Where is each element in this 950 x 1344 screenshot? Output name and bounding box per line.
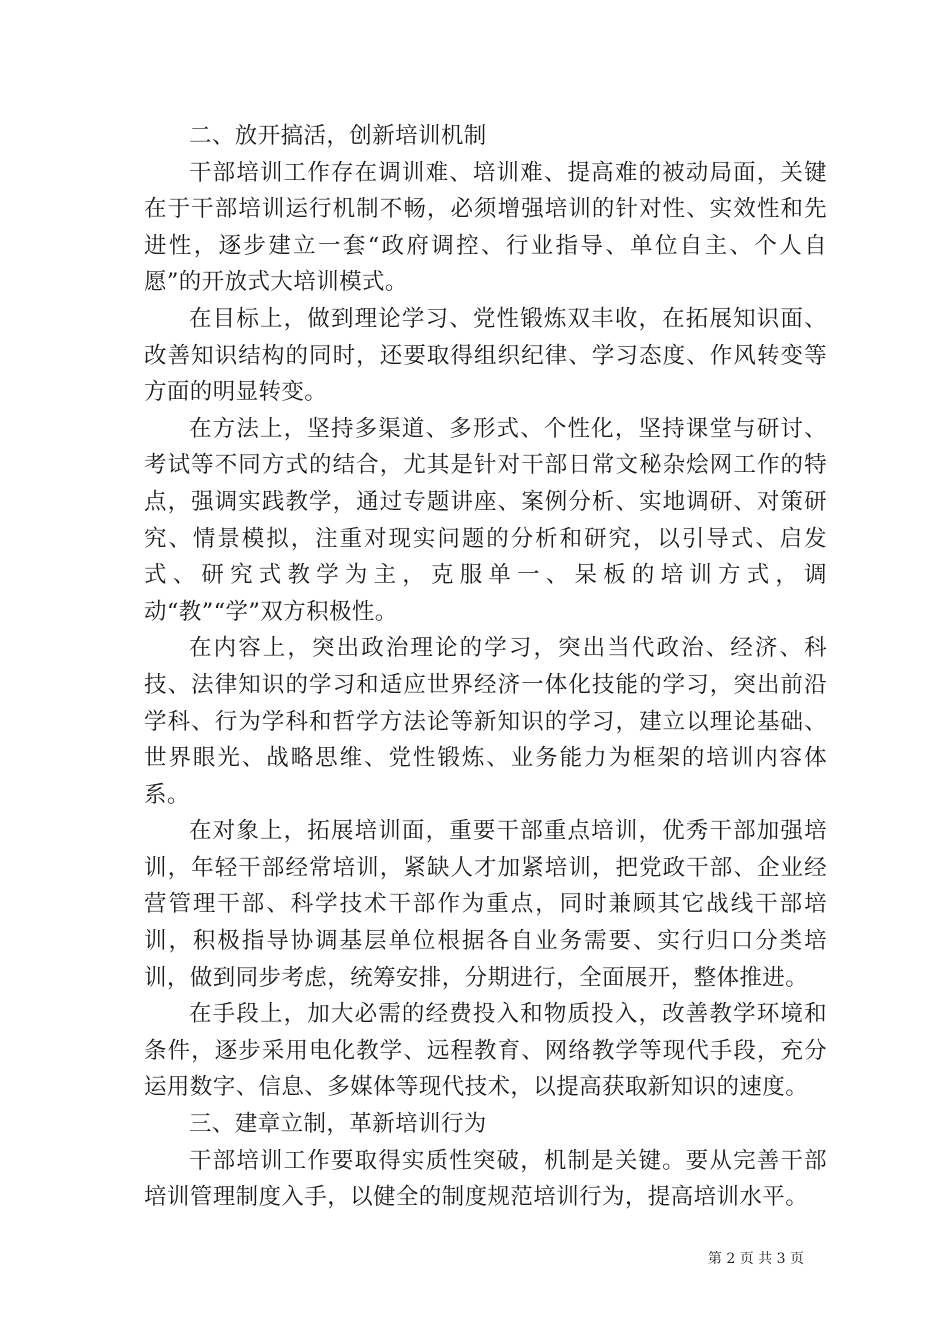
section-heading-2: 二、放开搞活，创新培训机制 — [189, 123, 487, 149]
paragraph-target: 在对象上，拓展培训面，重要干部重点培训，优秀干部加强培训，年轻干部经常培训，紧缺人才加紧培训，把党政干部、企业经营管理干部、科学技术干部作为重点，同时兼顾其它战线干部培训，积极指导协调基层单位根据各自业务需要、实行归口分类培训，做到同步考虑，统筹安排，分期进行，全面展开，整体推进。 — [144, 818, 827, 991]
paragraph-goal: 在目标上，做到理论学习、党性锻炼双丰收，在拓展知识面、改善知识结构的同时，还要取得组织纪律、学习态度、作风转变等方面的明显转变。 — [144, 305, 827, 406]
paragraph-intro: 干部培训工作存在调训难、培训难、提高难的被动局面，关键在于干部培训运行机制不畅，必须增强培训的针对性、实效性和先进性，逐步建立一套“政府调控、行业指导、单位自主、个人自愿”的开放式大培训模式。 — [144, 159, 827, 296]
paragraph-mechanism: 干部培训工作要取得实质性突破，机制是关键。要从完善干部培训管理制度入手，以健全的制度规范培训行为，提高培训水平。 — [144, 1147, 827, 1211]
document-body — [144, 118, 827, 1216]
paragraph-method: 在方法上，坚持多渠道、多形式、个性化，坚持课堂与研讨、考试等不同方式的结合，尤其是针对干部日常文秘杂烩网工作的特点，强调实践教学，通过专题讲座、案例分析、实地调研、对策研究、情景模拟，注重对现实问题的分析和研究，以引导式、启发式、研究式教学为主，克服单一、呆板的培训方式，调动“教”“学”双方积极性。 — [144, 415, 827, 625]
section-heading-3: 三、建章立制，革新培训行为 — [189, 1111, 487, 1138]
paragraph-content: 在内容上，突出政治理论的学习，突出当代政治、经济、科技、法律知识的学习和适应世界经济一体化技能的学习，突出前沿学科、行为学科和哲学方法论等新知识的学习，建立以理论基础、世界眼光、战略思维、党性锻炼、业务能力为框架的培训内容体系。 — [144, 635, 827, 808]
paragraph-means: 在手段上，加大必需的经费投入和物质投入，改善教学环境和条件，逐步采用电化教学、远程教育、网络教学等现代手段，充分运用数字、信息、多媒体等现代技术，以提高获取新知识的速度。 — [144, 1001, 827, 1101]
page-number: 第 2 页 共 3 页 — [707, 1251, 804, 1267]
